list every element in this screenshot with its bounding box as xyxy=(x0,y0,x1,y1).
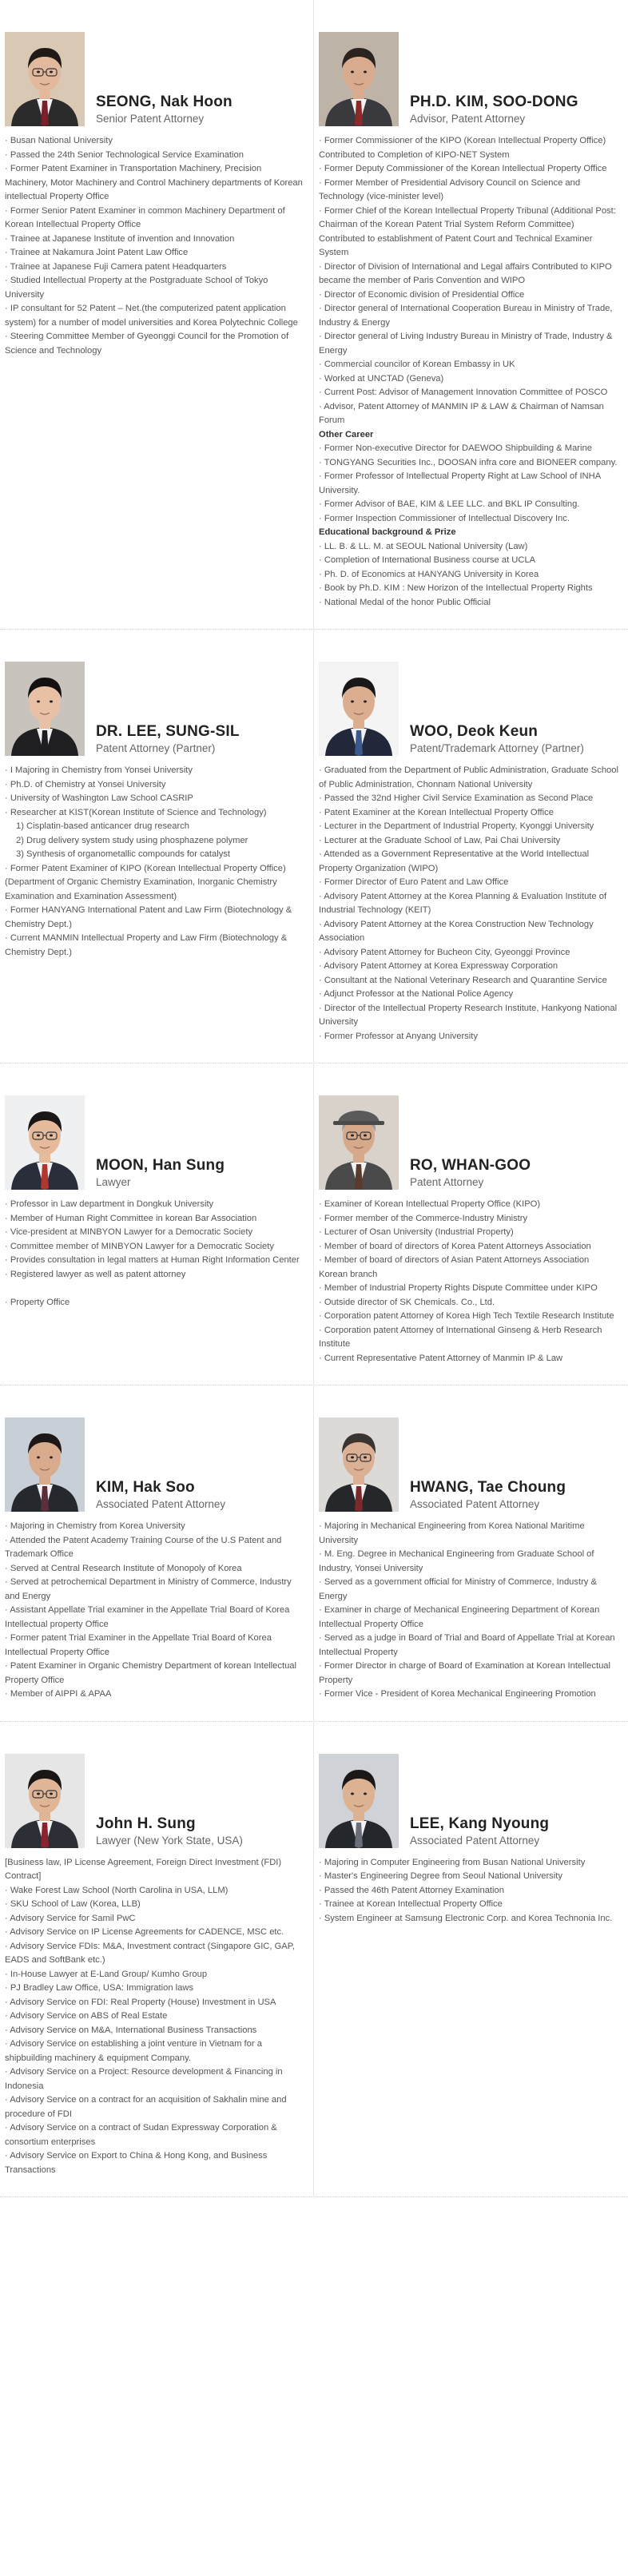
career-item: · Member of Human Right Committee in korean Bar Association xyxy=(5,1213,257,1223)
portrait-illustration xyxy=(319,1417,399,1512)
career-item: · Advisory Patent Attorney at the Korea Construction New Technology Association xyxy=(319,919,594,943)
career-item: · Provides consultation in legal matters at Human Right Information Center xyxy=(5,1255,300,1265)
profile-card xyxy=(0,1385,314,1721)
portrait-illustration xyxy=(319,662,399,756)
career-list xyxy=(319,1520,620,1702)
profile-header xyxy=(5,1417,305,1512)
career-item: · Consultant at the National Veterinary Research and Quarantine Service xyxy=(319,975,607,985)
profile-card xyxy=(314,1385,628,1721)
career-item: · SKU School of Law (Korea, LLB) xyxy=(5,1899,141,1909)
profile-card xyxy=(0,630,314,1063)
profile-photo xyxy=(5,1095,85,1190)
career-item: · Examiner of Korean Intellectual Property Office (KIPO) xyxy=(319,1199,541,1209)
portrait-illustration xyxy=(5,1417,85,1512)
profile-row xyxy=(0,0,628,630)
career-item: [Business law, IP License Agreement, Foreign Direct Investment (FDI) Contract] xyxy=(5,1857,282,1881)
career-item: · Current Post: Advisor of Management Innovation Committee of POSCO xyxy=(319,388,608,397)
career-item: · Director of Economic division of Presidential Office xyxy=(319,289,525,300)
profile-heading xyxy=(399,94,578,126)
career-item: · Ph.D. of Chemistry at Yonsei University xyxy=(5,779,166,789)
career-item: · Advisory Service on a contract for an acquisition of Sakhalin mine and procedure of FDI xyxy=(5,2095,287,2119)
career-item: · Director of the Intellectual Property Research Institute, Hankyong National University xyxy=(319,1003,618,1027)
career-item: · Served as a judge in Board of Trial and Board of Appellate Trial at Korean Intellectual Property xyxy=(319,1633,615,1657)
career-item: · Served as a government official for Ministry of Commerce, Industry & Energy xyxy=(319,1577,597,1601)
portrait-illustration xyxy=(319,1754,399,1848)
career-item: · Former Director in charge of Board of Examination at Korean Intellectual Property xyxy=(319,1661,611,1685)
profile-header xyxy=(5,1754,305,1848)
career-item: · IP consultant for 52 Patent – Net.(the computerized patent application system) for a number of model universities and Korea Polytechnic College xyxy=(5,304,298,328)
profile-name: SEONG, Nak Hoon xyxy=(96,93,233,111)
career-list xyxy=(5,134,305,358)
career-sub-item: 3) Synthesis of organometallic compounds for catalyst xyxy=(16,849,231,859)
career-item: · Lecturer of Osan University (Industrial Property) xyxy=(319,1227,514,1237)
career-item: · Former Professor of Intellectual Property Right at Law School of INHA University. xyxy=(319,471,601,495)
career-item: · Trainee at Japanese Institute of invention and Innovation xyxy=(5,233,235,244)
career-item xyxy=(5,1282,305,1296)
profile-heading xyxy=(399,1480,566,1512)
career-item: · Current MANMIN Intellectual Property and Law Firm (Biotechnology & Chemistry Dept.) xyxy=(5,933,288,957)
career-item: · Director of Division of International and Legal affairs Contributed to KIPO became the member of Paris Convention and WIPO xyxy=(319,261,612,285)
profile-title: Associated Patent Attorney xyxy=(410,1498,540,1510)
career-item: · Examiner in charge of Mechanical Engineering Department of Korean Intellectual Property Office xyxy=(319,1605,600,1629)
career-item: · Advisory Service FDIs: M&A, Investment contract (Singapore GIC, GAP, EADS and SoftBank etc.) xyxy=(5,1941,295,1965)
profile-title: Associated Patent Attorney xyxy=(96,1498,226,1510)
career-item: · University of Washington Law School CASRIP xyxy=(5,793,193,803)
career-item: · Former Advisor of BAE, KIM & LEE LLC. and BKL IP Consulting. xyxy=(319,499,580,509)
career-item: · Former Member of Presidential Advisory Council on Science and Technology (vice-minister level) xyxy=(319,177,581,201)
profile-card xyxy=(0,1063,314,1385)
career-item: · In-House Lawyer at E-Land Group/ Kumho Group xyxy=(5,1969,208,1979)
career-item: · Advisory Service on establishing a joint venture in Vietnam for a shipbuilding machinery & equipment Company. xyxy=(5,2039,262,2063)
profile-heading xyxy=(85,1816,243,1848)
profile-title: Senior Patent Attorney xyxy=(96,113,205,125)
profile-header xyxy=(5,1095,305,1190)
profile-title: Patent Attorney (Partner) xyxy=(96,742,216,754)
profile-photo xyxy=(319,1754,399,1848)
profile-row xyxy=(0,1722,628,2198)
career-item: · Commercial councilor of Korean Embassy in UK xyxy=(319,360,515,369)
career-item: · Former patent Trial Examiner in the Appellate Trial Board of Korea Intellectual Property Office xyxy=(5,1633,272,1657)
career-item: · Passed the 46th Patent Attorney Examination xyxy=(319,1885,504,1895)
portrait-illustration xyxy=(5,662,85,756)
profile-heading xyxy=(85,94,233,126)
profile-header xyxy=(319,1417,620,1512)
profile-name: WOO, Deok Keun xyxy=(410,723,539,741)
profile-name: KIM, Hak Soo xyxy=(96,1479,195,1497)
career-item: · Advisory Service on IP License Agreements for CADENCE, MSC etc. xyxy=(5,1927,284,1937)
career-item: · Former Inspection Commissioner of Intellectual Discovery Inc. xyxy=(319,513,570,523)
career-item: · Advisor, Patent Attorney of MANMIN IP & LAW & Chairman of Namsan Forum xyxy=(319,401,604,425)
career-item: · Former Patent Examiner of KIPO (Korean Intellectual Property Office) (Department of Organic Chemistry Examination, Inorganic Chemistry Examination and Examination Assessment) xyxy=(5,863,286,901)
profile-header xyxy=(5,32,305,126)
career-item: · Ph. D. of Economics at HANYANG University in Korea xyxy=(319,569,539,579)
profile-title: Advisor, Patent Attorney xyxy=(410,113,526,125)
career-item: · Attended as a Government Representative at the World Intellectual Property Organization (WIPO) xyxy=(319,849,590,873)
career-item: · Busan National University xyxy=(5,136,113,145)
career-item: · Advisory Service on Export to China & Hong Kong, and Business Transactions xyxy=(5,2151,268,2175)
portrait-illustration xyxy=(5,1095,85,1190)
profile-name: RO, WHAN-GOO xyxy=(410,1157,531,1175)
career-item: · Graduated from the Department of Public Administration, Graduate School of Public Administration, Chonnam National University xyxy=(319,765,618,789)
career-item: · Member of board of directors of Asian Patent Attorneys Association Korean branch xyxy=(319,1255,590,1279)
profile-heading xyxy=(399,724,584,756)
career-section-heading: Other Career xyxy=(319,429,374,439)
profile-title: Patent Attorney xyxy=(410,1176,484,1188)
career-item: · Corporation patent Attorney of Korea High Tech Textile Research Institute xyxy=(319,1311,614,1321)
career-item: · TONGYANG Securities Inc., DOOSAN infra core and BIONEER company. xyxy=(319,457,618,467)
profile-name: PH.D. KIM, SOO-DONG xyxy=(410,93,578,111)
portrait-illustration xyxy=(319,1095,399,1190)
career-item: · Advisory Service on ABS of Real Estate xyxy=(5,2011,168,2021)
career-item: · Master's Engineering Degree from Seoul National University xyxy=(319,1871,562,1881)
career-list xyxy=(5,764,305,960)
career-item: · M. Eng. Degree in Mechanical Engineering from Graduate School of Industry, Yonsei University xyxy=(319,1549,594,1573)
career-item: · Book by Ph.D. KIM : New Horizon of the Intellectual Property Rights xyxy=(319,583,593,593)
career-item: · Trainee at Japanese Fuji Camera patent Headquarters xyxy=(5,261,227,272)
career-sub-item: 1) Cisplatin-based anticancer drug research xyxy=(16,821,190,831)
career-item: · Patent Examiner in Organic Chemistry Department of korean Intellectual Property Office xyxy=(5,1661,296,1685)
profile-card xyxy=(314,630,628,1063)
career-item: · Studied Intellectual Property at the Postgraduate School of Tokyo University xyxy=(5,276,268,300)
profile-photo xyxy=(5,1754,85,1848)
career-item: · Former Senior Patent Examiner in common Machinery Department of Korean Intellectual Property Office xyxy=(5,205,285,229)
career-item: · Former Chief of the Korean Intellectual Property Tribunal (Additional Post: Chairman of the Korean Patent Trial System Reform Committee) Contributed to establishment of Patent Court and Technical Examiner System xyxy=(319,205,616,257)
profile-row xyxy=(0,630,628,1063)
profile-heading xyxy=(399,1158,531,1190)
career-item: · Advisory Service on FDI: Real Property (House) Investment in USA xyxy=(5,1997,276,2007)
career-item: · Current Representative Patent Attorney of Manmin IP & Law xyxy=(319,1353,563,1363)
career-item: · Lecturer at the Graduate School of Law, Pai Chai University xyxy=(319,835,561,845)
career-item: · Advisory Service for Samil PwC xyxy=(5,1913,136,1923)
profile-heading xyxy=(85,1158,225,1190)
career-list xyxy=(319,1856,620,1926)
profile-card xyxy=(0,1722,314,2197)
profile-card xyxy=(314,1722,628,2197)
profile-title: Patent/Trademark Attorney (Partner) xyxy=(410,742,584,754)
career-item: · Advisory Patent Attorney at Korea Expressway Corporation xyxy=(319,961,558,971)
career-item: · LL. B. & LL. M. at SEOUL National University (Law) xyxy=(319,541,528,551)
career-item: · Majoring in Mechanical Engineering from Korea National Maritime University xyxy=(319,1521,585,1545)
profile-header xyxy=(5,662,305,756)
career-item: · Director general of Living Industry Bureau in Ministry of Trade, Industry & Energy xyxy=(319,332,613,356)
career-item: · Director general of International Cooperation Bureau in Ministry of Trade, Industry & Energy xyxy=(319,304,613,328)
career-item: · Trainee at Korean Intellectual Property Office xyxy=(319,1899,503,1909)
career-item: · Completion of International Business course at UCLA xyxy=(319,555,536,565)
profile-photo xyxy=(5,662,85,756)
profile-title: Associated Patent Attorney xyxy=(410,1834,540,1847)
career-list xyxy=(319,764,620,1044)
career-list xyxy=(319,134,620,610)
career-item: · Committee member of MINBYON Lawyer for a Democratic Society xyxy=(5,1241,274,1251)
career-item: · System Engineer at Samsung Electronic Corp. and Korea Technonia Inc. xyxy=(319,1913,613,1923)
career-list xyxy=(319,1198,620,1366)
career-list xyxy=(5,1520,305,1702)
career-item: · Corporation patent Attorney of International Ginseng & Herb Research Institute xyxy=(319,1325,602,1349)
career-item: · Majoring in Chemistry from Korea University xyxy=(5,1521,185,1531)
career-item: · Property Office xyxy=(5,1297,70,1307)
career-item: · Former Director of Euro Patent and Law Office xyxy=(319,877,509,887)
career-item: · Assistant Appellate Trial examiner in the Appellate Trial Board of Korea Intellectual property Office xyxy=(5,1605,290,1629)
profile-header xyxy=(319,662,620,756)
career-item: · PJ Bradley Law Office, USA: Immigration laws xyxy=(5,1983,194,1993)
profile-row xyxy=(0,1385,628,1722)
career-item: · Passed the 24th Senior Technological Service Examination xyxy=(5,149,244,160)
career-item: · Advisory Service on a Project: Resource development & Financing in Indonesia xyxy=(5,2067,283,2091)
career-item: · Registered lawyer as well as patent attorney xyxy=(5,1269,186,1279)
career-item: · Former Non-executive Director for DAEWOO Shipbuilding & Marine xyxy=(319,443,592,453)
profile-name: LEE, Kang Nyoung xyxy=(410,1815,550,1832)
career-item: · Former member of the Commerce-Industry Ministry xyxy=(319,1213,528,1223)
portrait-illustration xyxy=(5,1754,85,1848)
profile-row xyxy=(0,1063,628,1385)
profile-header xyxy=(319,32,620,126)
career-item: · Passed the 32nd Higher Civil Service Examination as Second Place xyxy=(319,793,594,803)
career-item: · Former Professor at Anyang University xyxy=(319,1031,478,1041)
portrait-illustration xyxy=(5,32,85,126)
profile-name: John H. Sung xyxy=(96,1815,196,1832)
profile-name: MOON, Han Sung xyxy=(96,1157,225,1175)
career-item: · Advisory Service on a contract of Sudan Expressway Corporation & consortium enterprises xyxy=(5,2123,277,2147)
portrait-illustration xyxy=(319,32,399,126)
profile-heading xyxy=(85,724,240,756)
career-item: · Wake Forest Law School (North Carolina in USA, LLM) xyxy=(5,1885,229,1895)
career-item: · Former Patent Examiner in Transportation Machinery, Precision Machinery, Motor Machinery and Control Machinery departments of Korean intellectual Property Office xyxy=(5,164,303,201)
career-section-heading: Educational background & Prize xyxy=(319,527,456,537)
career-item: · Steering Committee Member of Gyeonggi Council for the Promotion of Science and Technology xyxy=(5,332,289,356)
career-item: · I Majoring in Chemistry from Yonsei University xyxy=(5,765,193,775)
career-item: · Worked at UNCTAD (Geneva) xyxy=(319,373,444,384)
career-item: · Former HANYANG International Patent and Law Firm (Biotechnology & Chemistry Dept.) xyxy=(5,905,292,929)
career-item: · Vice-president at MINBYON Lawyer for a Democratic Society xyxy=(5,1227,253,1237)
career-item: · Former Commissioner of the KIPO (Korean Intellectual Property Office) Contributed to Completion of KIPO-NET System xyxy=(319,136,606,160)
career-item: · Former Vice - President of Korea Mechanical Engineering Promotion xyxy=(319,1689,596,1699)
career-item: · Advisory Patent Attorney for Bucheon City, Gyeonggi Province xyxy=(319,947,570,957)
profile-title: Lawyer (New York State, USA) xyxy=(96,1834,243,1847)
profile-header xyxy=(319,1095,620,1190)
profile-heading xyxy=(399,1816,549,1848)
career-item: · Member of board of directors of Korea Patent Attorneys Association xyxy=(319,1241,591,1251)
profile-name: HWANG, Tae Choung xyxy=(410,1479,566,1497)
profile-photo xyxy=(319,662,399,756)
profile-photo xyxy=(319,1095,399,1190)
profile-header xyxy=(319,1754,620,1848)
career-item: · Majoring in Computer Engineering from Busan National University xyxy=(319,1857,586,1867)
profile-name: DR. LEE, SUNG-SIL xyxy=(96,723,240,741)
career-item: · Served at Central Research Institute of Monopoly of Korea xyxy=(5,1563,242,1573)
career-item: · Outside director of SK Chemicals. Co., Ltd. xyxy=(319,1297,495,1307)
profile-photo xyxy=(319,32,399,126)
career-item: · Adjunct Professor at the National Police Agency xyxy=(319,989,514,999)
career-item: · Advisory Service on M&A, International Business Transactions xyxy=(5,2025,257,2035)
career-list xyxy=(5,1198,305,1310)
career-list xyxy=(5,1856,305,2178)
profile-heading xyxy=(85,1480,225,1512)
profile-photo xyxy=(5,1417,85,1512)
career-item: · Former Deputy Commissioner of the Korean Intellectual Property Office xyxy=(319,164,607,173)
career-item: · Served at petrochemical Department in Ministry of Commerce, Industry and Energy xyxy=(5,1577,292,1601)
career-item: · Researcher at KIST(Korean Institute of Science and Technology) xyxy=(5,807,267,817)
career-item: · Advisory Patent Attorney at the Korea Planning & Evaluation Institute of Industrial Technology (KEIT) xyxy=(319,891,607,915)
career-item: · Patent Examiner at the Korean Intellectual Property Office xyxy=(319,807,554,817)
career-item: · Member of Industrial Property Rights Dispute Committee under KIPO xyxy=(319,1283,598,1293)
career-item: · Lecturer in the Department of Industrial Property, Kyonggi University xyxy=(319,821,594,831)
career-item: · Professor in Law department in Dongkuk University xyxy=(5,1199,214,1209)
career-item: · National Medal of the honor Public Official xyxy=(319,597,491,607)
profile-card xyxy=(314,1063,628,1385)
profile-photo xyxy=(319,1417,399,1512)
profile-title: Lawyer xyxy=(96,1176,131,1188)
career-item: · Attended the Patent Academy Training Course of the U.S Patent and Trademark Office xyxy=(5,1535,282,1559)
career-item: · Trainee at Nakamura Joint Patent Law Office xyxy=(5,248,189,257)
profile-card xyxy=(314,0,628,629)
career-sub-item: 2) Drug delivery system study using phosphazene polymer xyxy=(16,835,248,845)
profile-photo xyxy=(5,32,85,126)
profile-card xyxy=(0,0,314,629)
career-item: · Member of AIPPI & APAA xyxy=(5,1689,112,1699)
